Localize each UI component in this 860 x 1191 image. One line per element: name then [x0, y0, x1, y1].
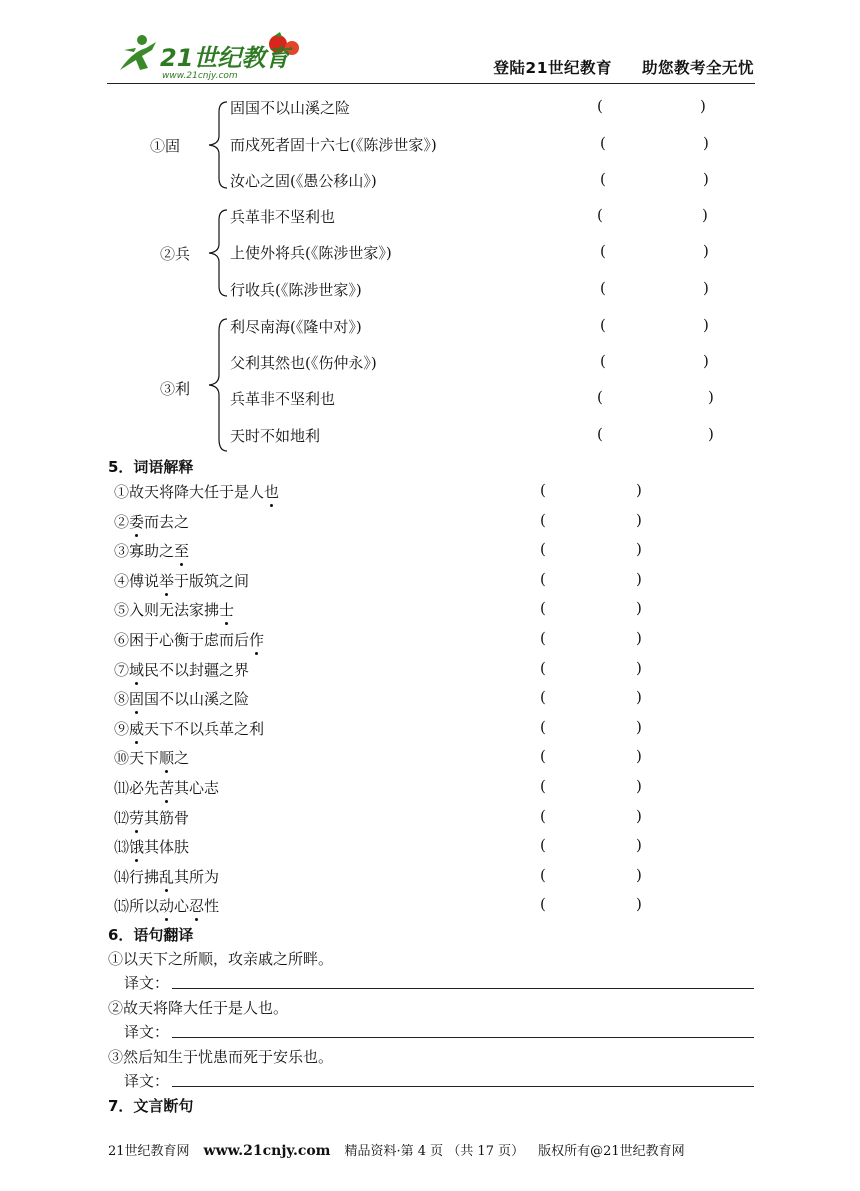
- vocab-text: 性: [204, 897, 220, 915]
- answer-paren-close: ): [703, 242, 709, 260]
- emphasis-char: 乱: [159, 868, 175, 886]
- vocab-text: ⑨: [114, 720, 130, 738]
- vocab-item: [114, 629, 264, 650]
- vocab-text: 心: [174, 897, 190, 915]
- site-logo: [112, 30, 312, 80]
- list-item: 固国不以山溪之险: [230, 99, 351, 117]
- vocab-text: ⑦: [114, 661, 130, 679]
- emphasis-char: 至: [174, 542, 190, 560]
- list-item: 兵革非不坚利也: [230, 208, 336, 226]
- section-title: 5．词语解释: [108, 458, 194, 476]
- list-item: 天时不如地利: [230, 427, 321, 445]
- vocab-text: 其心志: [174, 779, 220, 797]
- emphasis-char: 固: [129, 690, 145, 708]
- vocab-text: ⑥困于心衡于虑而后: [114, 631, 250, 649]
- brace-icon: [205, 317, 231, 453]
- list-item: 利尽南海(《隆中对》): [230, 318, 362, 336]
- answer-paren-open: (: [540, 688, 546, 706]
- vocab-item: [114, 540, 189, 561]
- vocab-text: ⑿: [114, 809, 130, 827]
- answer-paren-open: (: [597, 388, 603, 406]
- answer-paren-open: (: [540, 481, 546, 499]
- group-label: ③利: [160, 380, 191, 398]
- vocab-text: ④傅说: [114, 572, 160, 590]
- answer-line[interactable]: [172, 988, 754, 989]
- answer-paren-open: (: [597, 97, 603, 115]
- answer-paren-close: ): [702, 206, 708, 224]
- answer-line[interactable]: [172, 1086, 754, 1087]
- vocab-item: [114, 836, 189, 857]
- emphasis-char: 作: [249, 631, 265, 649]
- vocab-text: 天下不以兵革之利: [144, 720, 265, 738]
- answer-label: 译文：: [124, 1072, 170, 1090]
- answer-label: 译文：: [124, 1023, 170, 1041]
- answer-paren-open: (: [540, 659, 546, 677]
- answer-label: 译文：: [124, 974, 170, 992]
- emphasis-char: 苦: [159, 779, 175, 797]
- vocab-item: [114, 747, 189, 768]
- answer-paren-open: (: [540, 747, 546, 765]
- emphasis-char: 顺: [159, 749, 175, 767]
- emphasis-char: 举: [159, 572, 175, 590]
- answer-paren-open: (: [540, 570, 546, 588]
- vocab-item: [114, 807, 189, 828]
- vocab-text: 其筋骨: [144, 809, 190, 827]
- answer-paren-close: ): [636, 688, 642, 706]
- answer-paren-open: (: [540, 895, 546, 913]
- runner-icon: [120, 35, 156, 70]
- answer-paren-close: ): [636, 481, 642, 499]
- footer-url[interactable]: www.21cnjy.com: [203, 1143, 331, 1159]
- vocab-text: ③寡助之: [114, 542, 175, 560]
- list-item: 父利其然也(《伤仲永》): [230, 354, 377, 372]
- emphasis-char: 威: [129, 720, 145, 738]
- answer-paren-open: (: [600, 242, 606, 260]
- section-title: 7．文言断句: [108, 1097, 194, 1115]
- vocab-item: [114, 866, 219, 887]
- answer-paren-close: ): [636, 659, 642, 677]
- translation-sentence: ①以天下之所顺，攻亲戚之所畔。: [108, 950, 334, 968]
- logo-url: www.21cnjy.com: [162, 71, 238, 80]
- vocab-text: ⑾必先: [114, 779, 160, 797]
- answer-paren-open: (: [540, 836, 546, 854]
- footer-site: 21世纪教育网: [108, 1144, 190, 1159]
- list-item: 而戍死者固十六七(《陈涉世家》): [230, 136, 437, 154]
- header-slogan: [493, 56, 754, 78]
- emphasis-char: 也: [264, 483, 280, 501]
- emphasis-char: 委: [129, 513, 145, 531]
- answer-paren-close: ): [636, 747, 642, 765]
- vocab-text: ⒂所以: [114, 897, 160, 915]
- vocab-text: 之: [174, 749, 190, 767]
- header-divider: [107, 83, 755, 84]
- answer-paren-close: ): [703, 279, 709, 297]
- answer-line[interactable]: [172, 1037, 754, 1038]
- vocab-text: 国不以山溪之险: [144, 690, 250, 708]
- answer-paren-close: ): [636, 718, 642, 736]
- answer-paren-close: ): [636, 895, 642, 913]
- answer-paren-open: (: [540, 599, 546, 617]
- vocab-item: [114, 718, 264, 739]
- slogan-left: 登陆21世纪教育: [493, 59, 612, 77]
- answer-paren-close: ): [636, 807, 642, 825]
- answer-paren-close: ): [708, 425, 714, 443]
- answer-paren-open: (: [540, 540, 546, 558]
- vocab-text: 而去之: [144, 513, 190, 531]
- answer-paren-close: ): [636, 629, 642, 647]
- list-item: 上使外将兵(《陈涉世家》): [230, 244, 392, 262]
- group-label: ①固: [150, 137, 181, 155]
- answer-paren-close: ): [700, 97, 706, 115]
- vocab-text: 民不以封疆之界: [144, 661, 250, 679]
- emphasis-char: 饿: [129, 838, 145, 856]
- vocab-text: ⒀: [114, 838, 130, 856]
- footer-copyright: 版权所有@21世纪教育网: [538, 1144, 685, 1159]
- answer-paren-open: (: [600, 134, 606, 152]
- answer-paren-open: (: [540, 629, 546, 647]
- vocab-text: 其所为: [174, 868, 220, 886]
- answer-paren-open: (: [600, 316, 606, 334]
- vocab-item: [114, 777, 219, 798]
- brace-icon: [205, 208, 231, 298]
- vocab-item: [114, 659, 249, 680]
- emphasis-char: 动: [159, 897, 175, 915]
- list-item: 汝心之固(《愚公移山》): [230, 172, 377, 190]
- answer-paren-open: (: [540, 718, 546, 736]
- emphasis-char: 忍: [189, 897, 205, 915]
- answer-paren-close: ): [708, 388, 714, 406]
- vocab-item: [114, 599, 234, 620]
- vocab-item: [114, 570, 249, 591]
- brace-icon: [205, 100, 231, 190]
- answer-paren-open: (: [600, 352, 606, 370]
- list-item: 行收兵(《陈涉世家》): [230, 281, 362, 299]
- answer-paren-close: ): [636, 540, 642, 558]
- logo-text: 21世纪教育: [160, 44, 290, 72]
- slogan-right: 助您教考全无忧: [641, 59, 754, 77]
- answer-paren-open: (: [540, 866, 546, 884]
- answer-paren-close: ): [703, 352, 709, 370]
- list-item: 兵革非不坚利也: [230, 390, 336, 408]
- emphasis-char: 域: [129, 661, 145, 679]
- vocab-item: [114, 688, 249, 709]
- answer-paren-close: ): [636, 570, 642, 588]
- answer-paren-close: ): [703, 134, 709, 152]
- vocab-text: 其体肤: [144, 838, 190, 856]
- answer-paren-close: ): [636, 599, 642, 617]
- vocab-text: ⑤入则无法家拂: [114, 601, 220, 619]
- page-footer: [108, 1140, 685, 1159]
- answer-paren-open: (: [540, 511, 546, 529]
- vocab-text: ①故天将降大任于是人: [114, 483, 265, 501]
- answer-paren-open: (: [600, 279, 606, 297]
- vocab-text: ⑩天下: [114, 749, 160, 767]
- answer-paren-close: ): [703, 170, 709, 188]
- answer-paren-open: (: [597, 206, 603, 224]
- answer-paren-open: (: [540, 777, 546, 795]
- vocab-item: [114, 511, 189, 532]
- vocab-text: ⑧: [114, 690, 130, 708]
- answer-paren-open: (: [540, 807, 546, 825]
- translation-sentence: ②故天将降大任于是人也。: [108, 999, 289, 1017]
- answer-paren-open: (: [597, 425, 603, 443]
- answer-paren-close: ): [636, 866, 642, 884]
- answer-paren-close: ): [636, 511, 642, 529]
- vocab-text: 于版筑之间: [174, 572, 250, 590]
- vocab-text: ⒁行拂: [114, 868, 160, 886]
- answer-paren-close: ): [636, 836, 642, 854]
- answer-paren-open: (: [600, 170, 606, 188]
- vocab-item: [114, 895, 219, 916]
- section-title: 6．语句翻译: [108, 926, 194, 944]
- translation-sentence: ③然后知生于忧患而死于安乐也。: [108, 1048, 334, 1066]
- group-label: ②兵: [160, 245, 191, 263]
- vocab-text: ②: [114, 513, 130, 531]
- footer-page-info: 精品资料·第 4 页 （共 17 页）: [344, 1144, 525, 1159]
- answer-paren-close: ): [636, 777, 642, 795]
- emphasis-char: 劳: [129, 809, 145, 827]
- answer-paren-close: ): [703, 316, 709, 334]
- vocab-item: [114, 481, 279, 502]
- emphasis-char: 士: [219, 601, 235, 619]
